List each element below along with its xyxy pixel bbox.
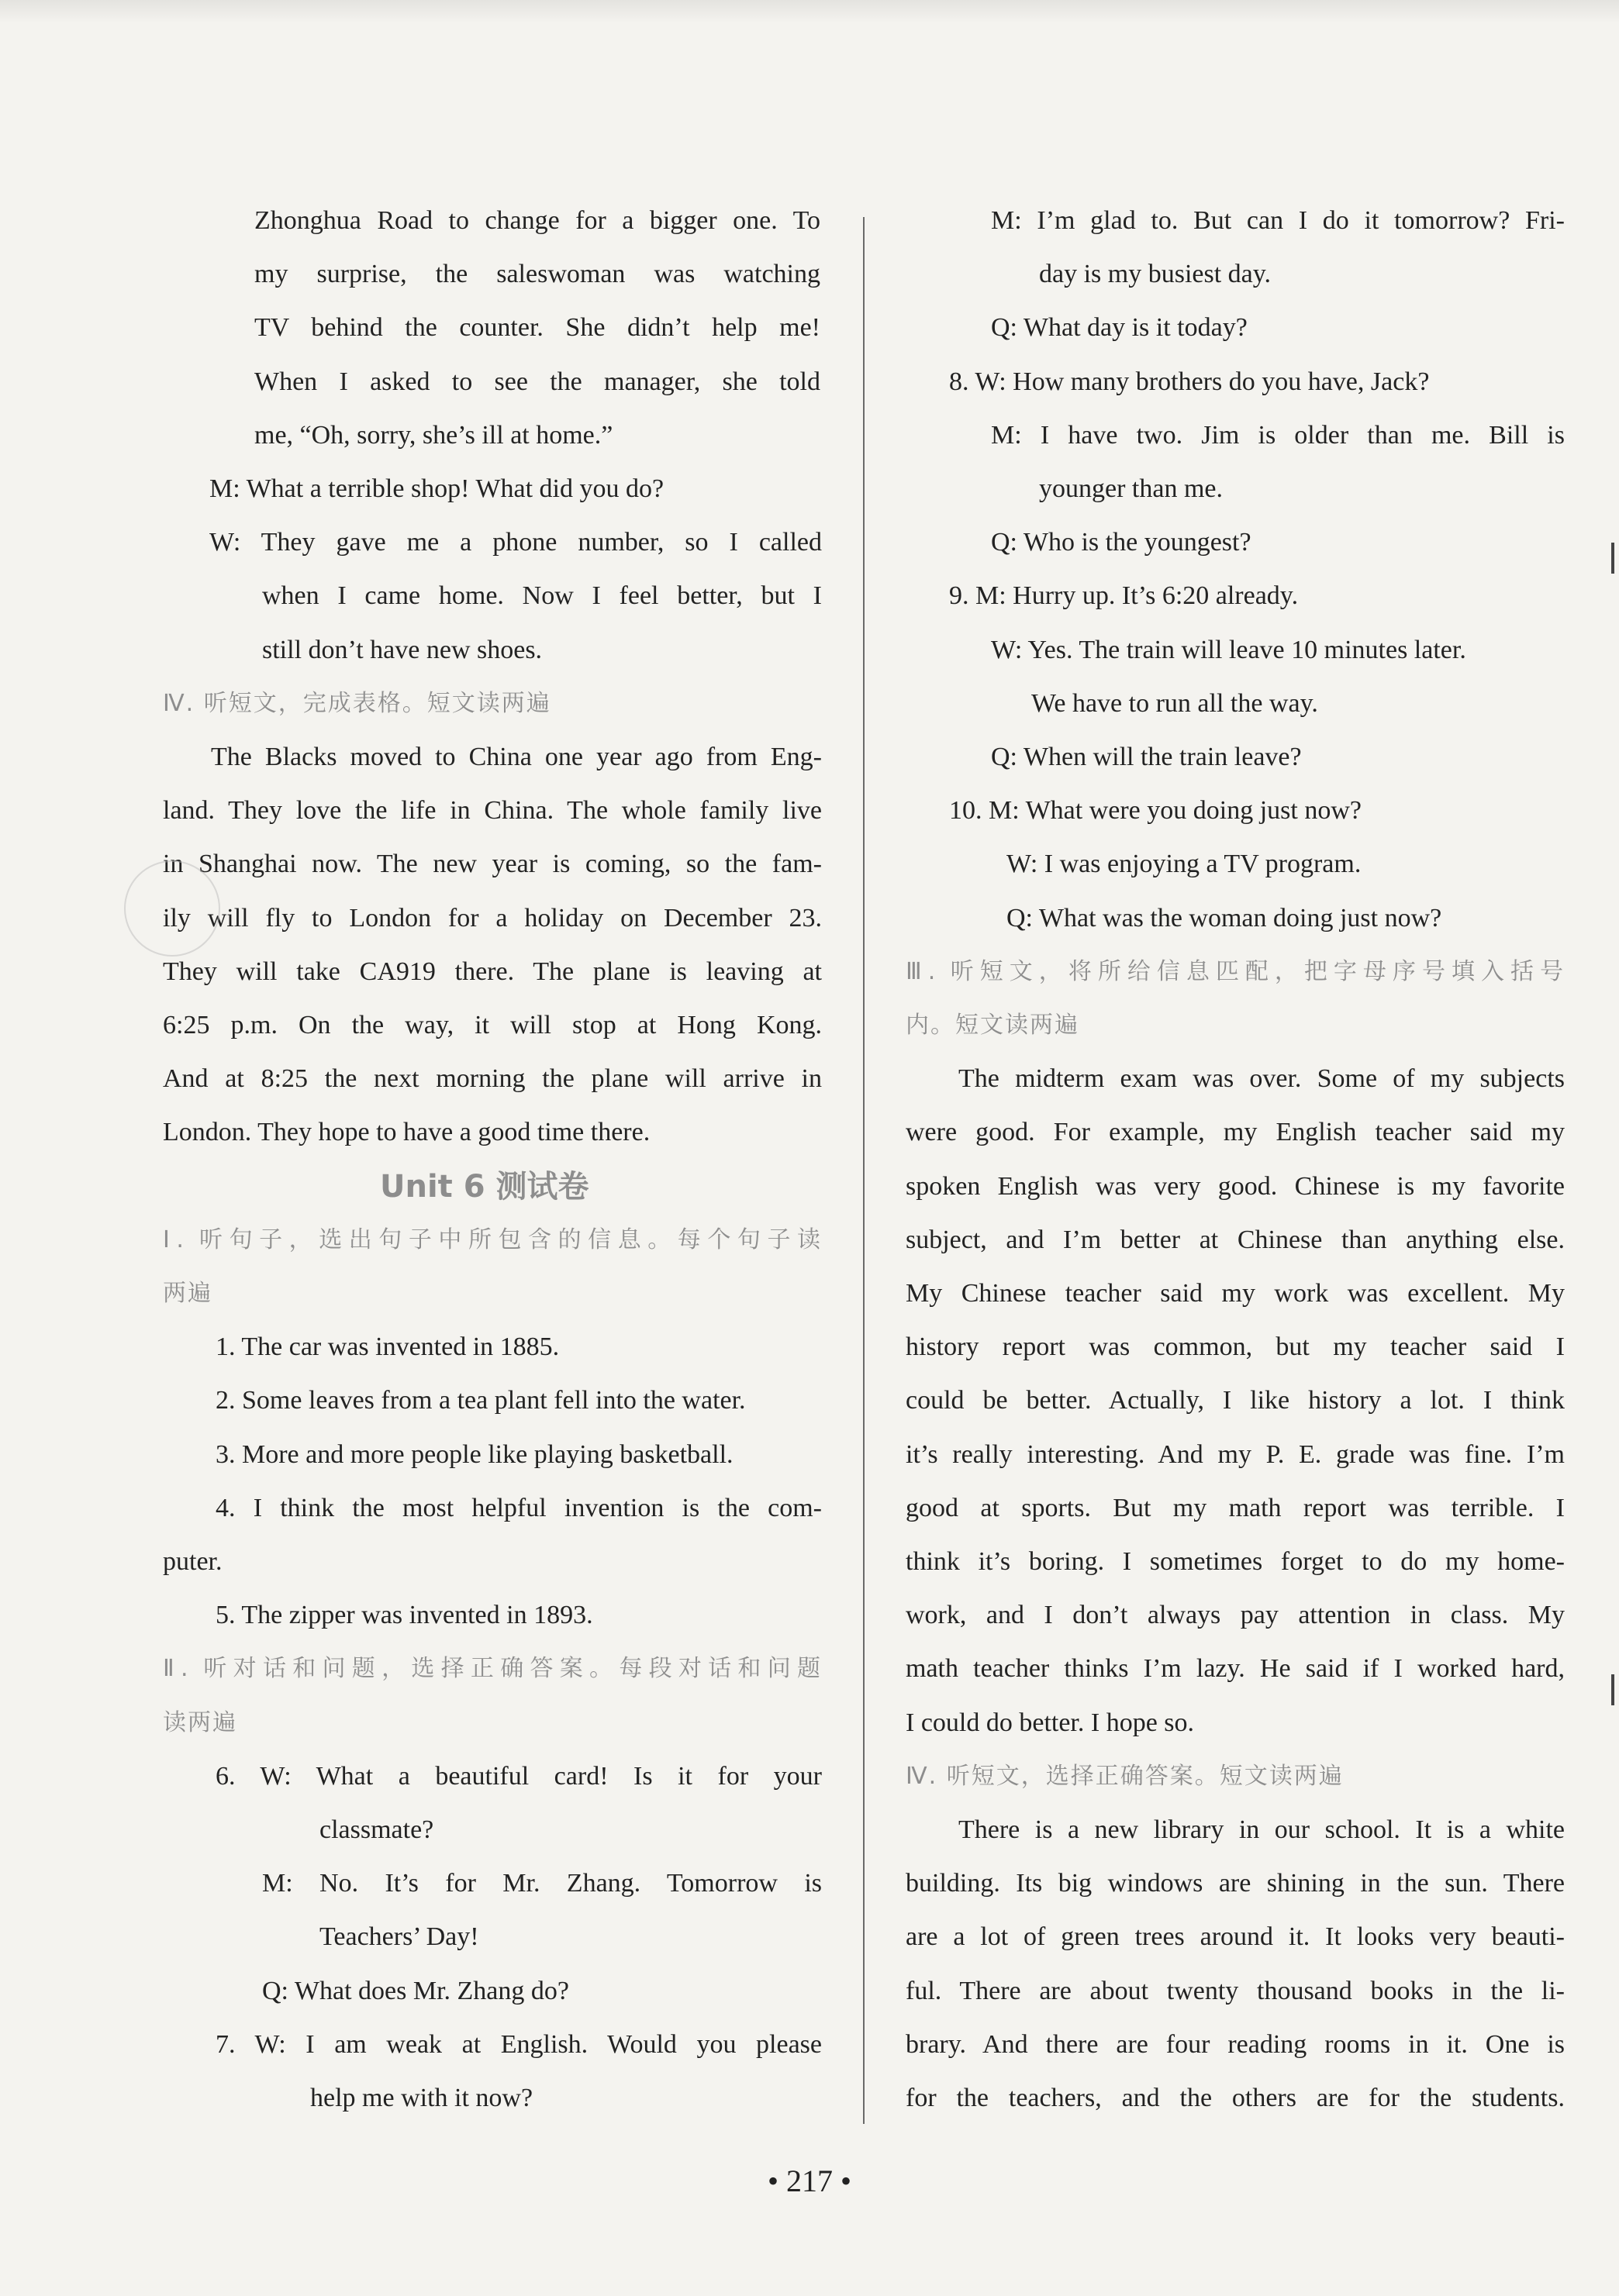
text-line: 5. The zipper was invented in 1893. (216, 1601, 593, 1629)
section-heading: 内。短文读两遍 (906, 1012, 1079, 1039)
text-line: Q: What day is it today? (991, 313, 1248, 342)
section-heading: Ⅳ. 听短文，选择正确答案。短文读两遍 (906, 1763, 1344, 1790)
text-line: 6:25 p.m. On the way, it will stop at Hong Kong. (163, 1011, 822, 1039)
text-line: Q: When will the train leave? (991, 743, 1302, 771)
text-line: younger than me. (1039, 474, 1223, 503)
text-line: 1. The car was invented in 1885. (216, 1332, 560, 1361)
section-heading: Ⅳ. 听短文，完成表格。短文读两遍 (163, 690, 551, 717)
text-line: 3. More and more people like playing basketball. (216, 1440, 734, 1469)
text-line: classmate? (319, 1815, 434, 1844)
text-line: Q: Who is the youngest? (991, 528, 1251, 557)
text-line: TV behind the counter. She didn’t help me! (254, 313, 820, 342)
text-line: Q: What was the woman doing just now? (1006, 904, 1442, 933)
text-line: history report was common, but my teacher said I (906, 1332, 1565, 1361)
text-line: for the teachers, and the others are for the students. (906, 2084, 1565, 2112)
text-line: W: They gave me a phone number, so I called (209, 528, 822, 557)
text-line: work, and I don’t always pay attention in class. My (906, 1601, 1565, 1629)
text-line: day is my busiest day. (1039, 260, 1272, 288)
text-line: good at sports. But my math report was terrible. I (906, 1494, 1565, 1522)
text-line: help me with it now? (310, 2084, 533, 2112)
page-top-shadow (0, 0, 1619, 23)
text-line: are a lot of green trees around it. It looks very beauti- (906, 1922, 1565, 1951)
page-number: • 217 • (767, 2163, 851, 2198)
text-line: M: I’m glad to. But can I do it tomorrow? Fri- (991, 206, 1565, 235)
text-line: W: I was enjoying a TV program. (1006, 850, 1362, 878)
text-line: 9. M: Hurry up. It’s 6:20 already. (949, 581, 1299, 610)
text-line: And at 8:25 the next morning the plane will arrive in (163, 1064, 822, 1093)
text-line: Q: What does Mr. Zhang do? (262, 1977, 569, 2005)
text-line: puter. (163, 1547, 223, 1576)
text-line: were good. For example, my English teacher said my (906, 1118, 1565, 1146)
text-line: When I asked to see the manager, she told (254, 367, 820, 396)
text-line: my surprise, the saleswoman was watching (254, 260, 820, 288)
text-line: think it’s boring. I sometimes forget to do my home- (906, 1547, 1565, 1576)
text-line: 6. W: What a beautiful card! Is it for your (216, 1762, 822, 1791)
text-line: brary. And there are four reading rooms in it. One is (906, 2030, 1565, 2059)
section-heading: Ⅱ. 听对话和问题，选择正确答案。每段对话和问题 (163, 1655, 822, 1682)
section-heading: 两遍 (163, 1280, 212, 1307)
text-line: M: No. It’s for Mr. Zhang. Tomorrow is (262, 1869, 822, 1898)
text-line: The Blacks moved to China one year ago from Eng- (211, 743, 822, 771)
text-line: spoken English was very good. Chinese is my favorite (906, 1172, 1565, 1201)
text-line: ful. There are about twenty thousand books in the li- (906, 1977, 1565, 2005)
text-line: it’s really interesting. And my P. E. grade was fine. I’m (906, 1440, 1565, 1469)
text-line: I could do better. I hope so. (906, 1708, 1195, 1737)
library-stamp (124, 860, 220, 957)
text-line: We have to run all the way. (1031, 689, 1318, 718)
text-line: math teacher thinks I’m lazy. He said if I worked hard, (906, 1654, 1565, 1683)
text-line: There is a new library in our school. It is a white (958, 1815, 1565, 1844)
text-line: me, “Oh, sorry, she’s ill at home.” (254, 421, 613, 450)
text-line: in Shanghai now. The new year is coming, so the fam- (163, 850, 822, 878)
text-line: subject, and I’m better at Chinese than anything else. (906, 1226, 1565, 1254)
text-line: Teachers’ Day! (319, 1922, 479, 1951)
text-line: 10. M: What were you doing just now? (949, 796, 1362, 825)
text-line: land. They love the life in China. The whole family live (163, 796, 822, 825)
text-line: They will take CA919 there. The plane is leaving at (163, 957, 822, 986)
section-heading: Ⅰ. 听句子，选出句子中所包含的信息。每个句子读 (163, 1226, 822, 1253)
text-line: W: Yes. The train will leave 10 minutes later. (991, 636, 1466, 664)
section-heading: 读两遍 (163, 1709, 237, 1736)
text-line: M: What a terrible shop! What did you do? (209, 474, 665, 503)
text-line: Zhonghua Road to change for a bigger one. To (254, 206, 820, 235)
text-line: 4. I think the most helpful invention is the com- (216, 1494, 822, 1522)
text-line: My Chinese teacher said my work was excellent. My (906, 1279, 1565, 1308)
text-line: London. They hope to have a good time there. (163, 1118, 651, 1146)
text-line: 7. W: I am weak at English. Would you please (216, 2030, 822, 2059)
text-line: when I came home. Now I feel better, but I (262, 581, 822, 610)
scan-edge-mark (1611, 543, 1614, 574)
text-line: 2. Some leaves from a tea plant fell into the water. (216, 1386, 746, 1415)
text-line: building. Its big windows are shining in the sun. There (906, 1869, 1565, 1898)
text-line: The midterm exam was over. Some of my subjects (958, 1064, 1565, 1093)
text-line: 8. W: How many brothers do you have, Jack? (949, 367, 1430, 396)
text-line: M: I have two. Jim is older than me. Bill is (991, 421, 1565, 450)
text-line: could be better. Actually, I like history a lot. I think (906, 1386, 1565, 1415)
section-heading: Ⅲ. 听短文，将所给信息匹配，把字母序号填入括号 (906, 958, 1565, 985)
column-divider (863, 217, 865, 2124)
unit-title: Unit 6 测试卷 (380, 1169, 589, 1205)
text-line: still don’t have new shoes. (262, 636, 543, 664)
scan-edge-mark (1611, 1674, 1614, 1705)
text-line: ily will fly to London for a holiday on December 23. (163, 904, 822, 933)
